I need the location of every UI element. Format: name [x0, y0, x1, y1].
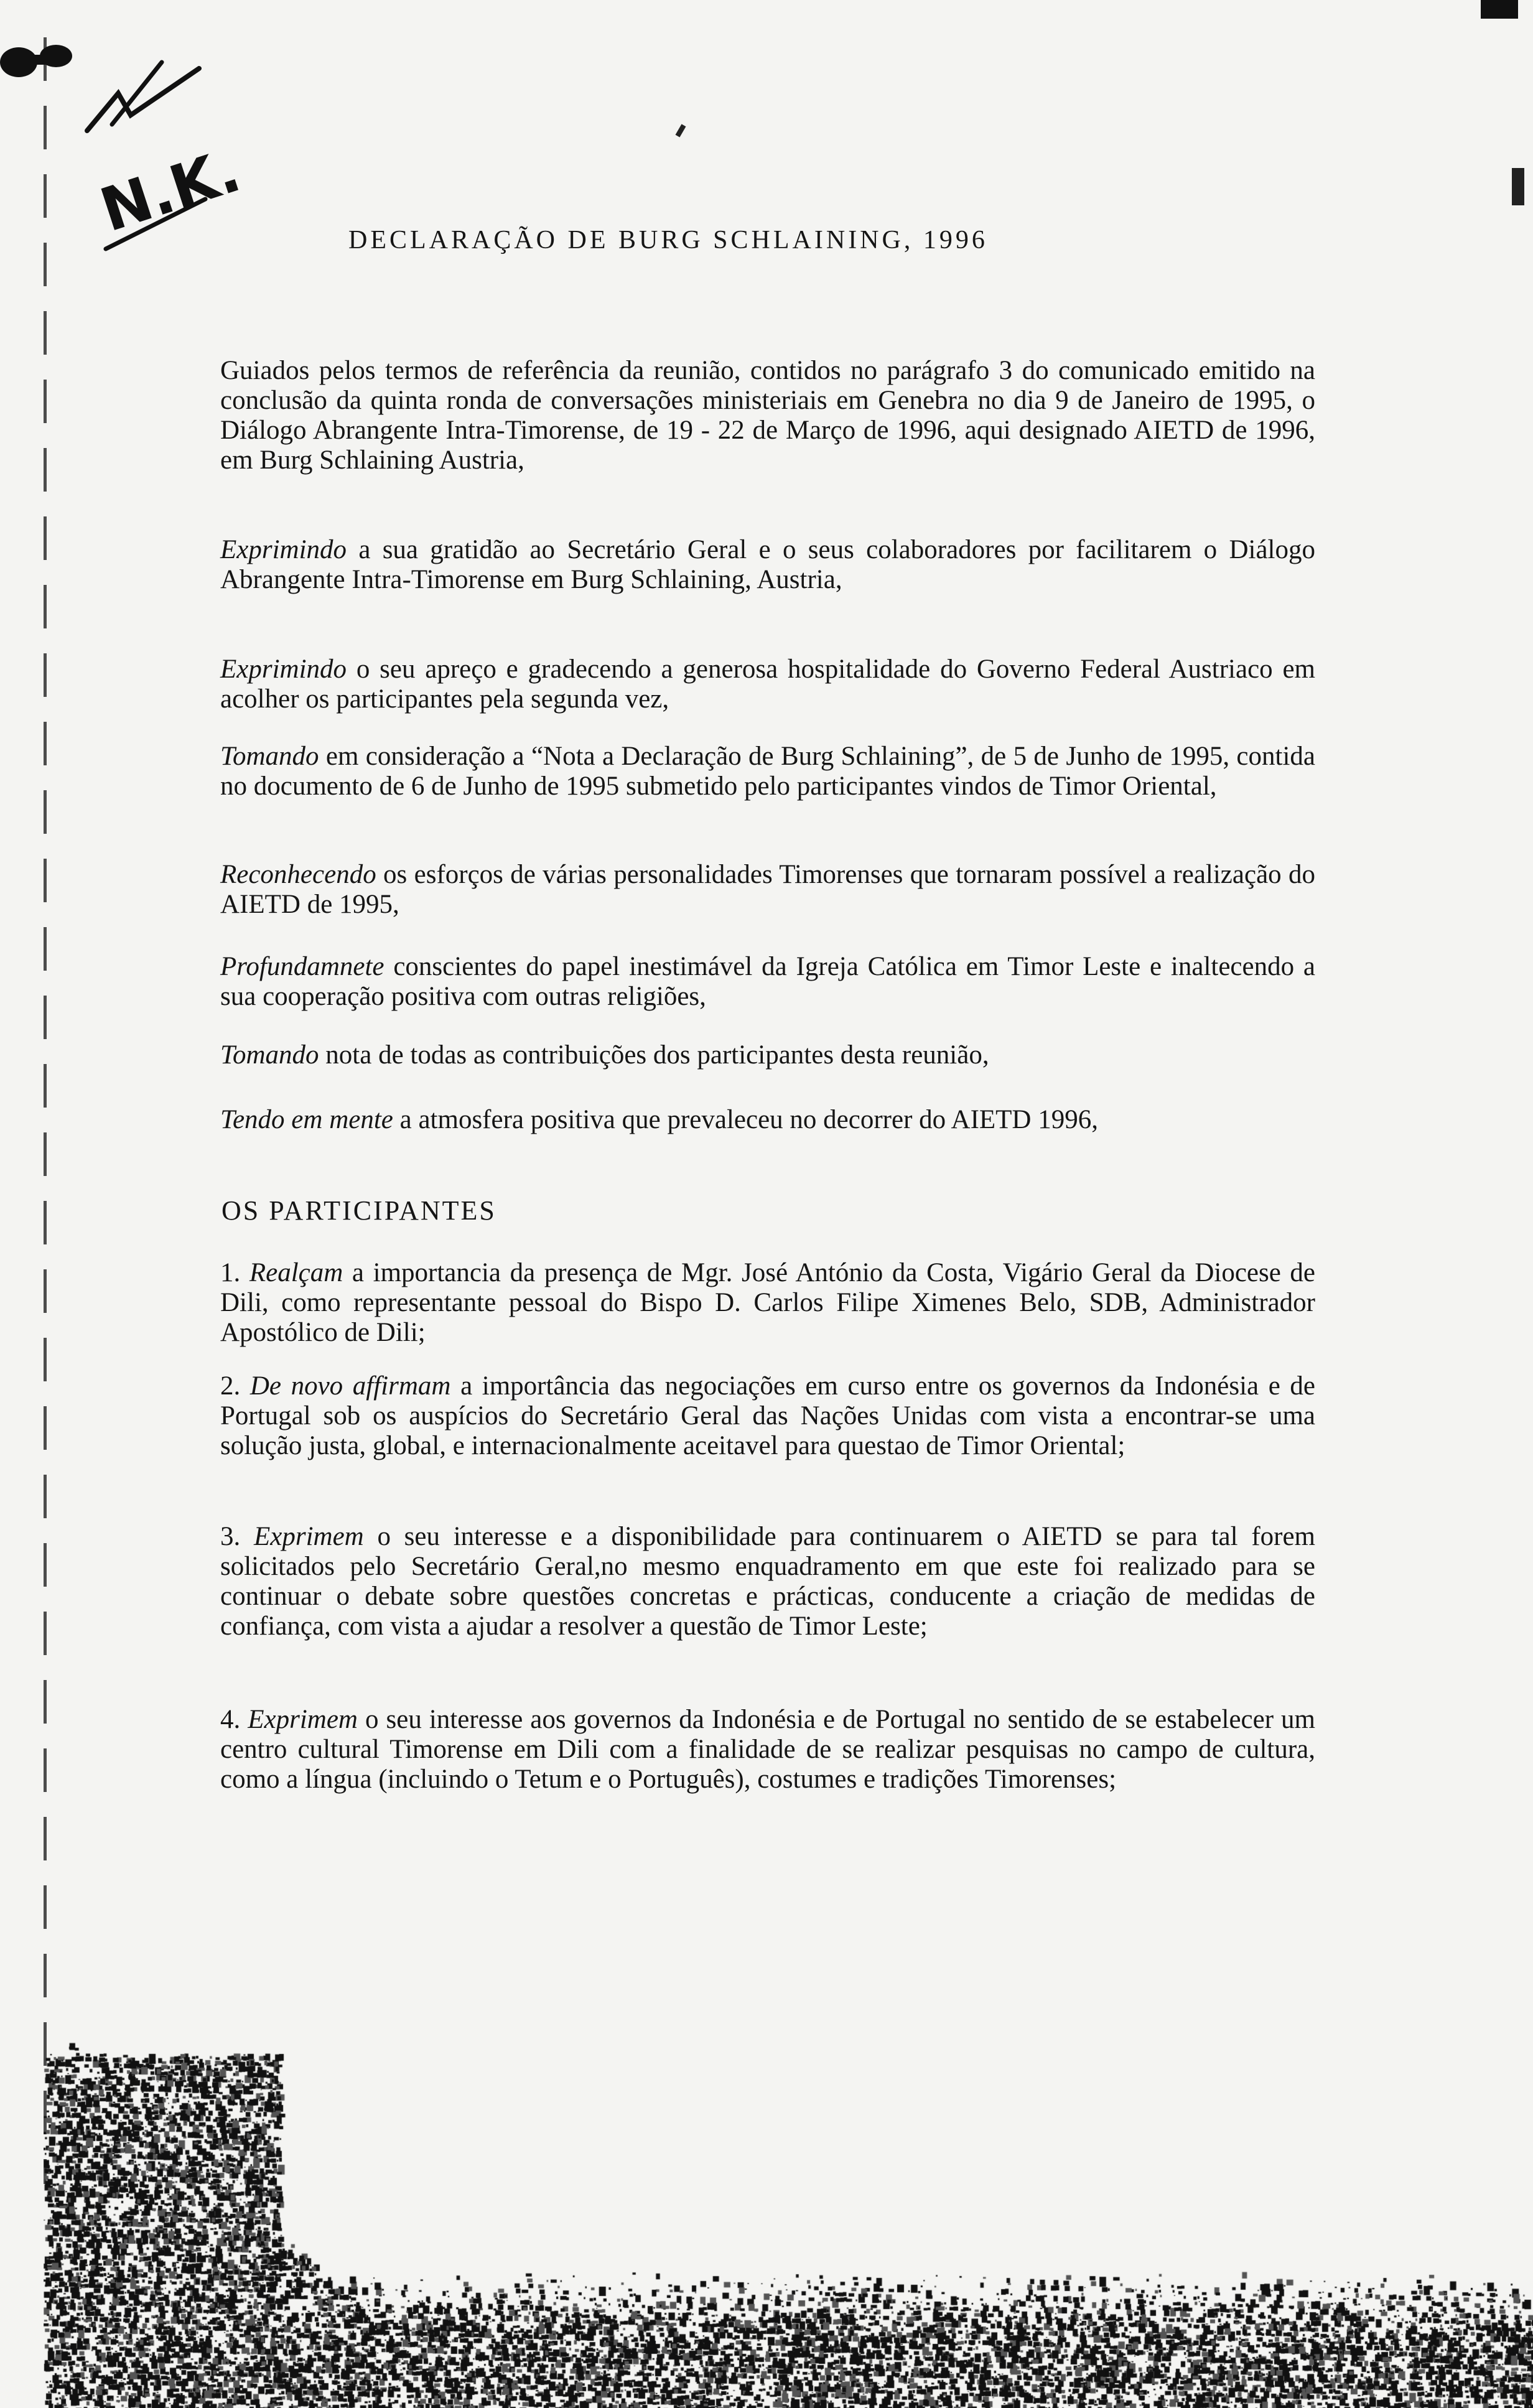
preamble-paragraph: Tomando em consideração a “Nota a Declaração de Burg Schlaining”, de 5 de Junho de 1995, contida no documento de 6 de Junho de 1995 submetido pelo participantes vindos de Timor Oriental,: [220, 742, 1315, 801]
preamble-paragraph: Reconhecendo os esforços de várias personalidades Timorenses que tornaram possível a realização do AIETD de 1995,: [220, 860, 1315, 919]
ink-blot: [0, 37, 81, 93]
scan-noise-bottom: [44, 2041, 1533, 2408]
handwritten-initials: N.K.: [92, 135, 249, 246]
scan-artifact: [1481, 0, 1518, 19]
handwritten-underline: [100, 180, 212, 255]
numbered-item: 4. Exprimem o seu interesse aos governos da Indonésia e de Portugal no sentido de se estabelecer um centro cultural Timorense em Dili com a finalidade de se realizar pesquisas no campo de cultura, como a língua (incluindo o Tetum e o Português), costumes e tradições Timorenses;: [220, 1705, 1315, 1794]
preamble-paragraph: Tomando nota de todas as contribuições dos participantes desta reunião,: [220, 1040, 989, 1070]
numbered-item: 2. De novo affirmam a importância das negociações em curso entre os governos da Indonésia e de Portugal sob os auspícios do Secretário Geral das Nações Unidas com vista a encontrar-se uma solução justa, global, e internacionalmente aceitavel para questao de Timor Oriental;: [220, 1371, 1316, 1460]
preamble-paragraph: Guiados pelos termos de referência da reunião, contidos no parágrafo 3 do comunicado emitido na conclusão da quinta ronda de conversações ministeriais em Genebra no dia 9 de Janeiro de 1995, o Diálogo Abrangente Intra-Timorense, de 19 - 22 de Março de 1996, aqui designado AIETD de 1996, em Burg Schlaining Austria,: [220, 356, 1315, 475]
scan-artifact: [1512, 168, 1524, 205]
numbered-item: 3. Exprimem o seu interesse e a disponibilidade para continuarem o AIETD se para tal forem solicitados pelo Secretário Geral,no mesmo enquadramento em que este foi realizado para se continuar o debate sobre questões concretas e prácticas, conducente a criação de medidas de confiança, com vista a ajudar a resolver a questão de Timor Leste;: [220, 1522, 1315, 1641]
handwritten-mark: [75, 56, 212, 143]
document-title: DECLARAÇÃO DE BURG SCHLAINING, 1996: [348, 226, 988, 254]
preamble-paragraph: Exprimindo o seu apreço e gradecendo a generosa hospitalidade do Governo Federal Austriaco em acolher os participantes pela segunda vez,: [220, 655, 1315, 714]
numbered-item: 1. Realçam a importancia da presença de Mgr. José António da Costa, Vigário Geral da Diocese de Dili, como representante pessoal do Bispo D. Carlos Filipe Ximenes Belo, SDB, Administrador Apostólico de Dili;: [220, 1258, 1316, 1347]
preamble-paragraph: Tendo em mente a atmosfera positiva que prevaleceu no decorrer do AIETD 1996,: [220, 1105, 1098, 1134]
section-heading: OS PARTICIPANTES: [221, 1195, 496, 1226]
preamble-paragraph: Exprimindo a sua gratidão ao Secretário Geral e o seus colaboradores por facilitarem o Diálogo Abrangente Intra-Timorense em Burg Schlaining, Austria,: [220, 535, 1315, 594]
preamble-paragraph: Profundamnete conscientes do papel inestimável da Igreja Católica em Timor Leste e inaltecendo a sua cooperação positiva com outras religiões,: [220, 952, 1315, 1011]
scan-margin-line: [44, 37, 47, 2184]
scan-artifact: [676, 124, 686, 137]
